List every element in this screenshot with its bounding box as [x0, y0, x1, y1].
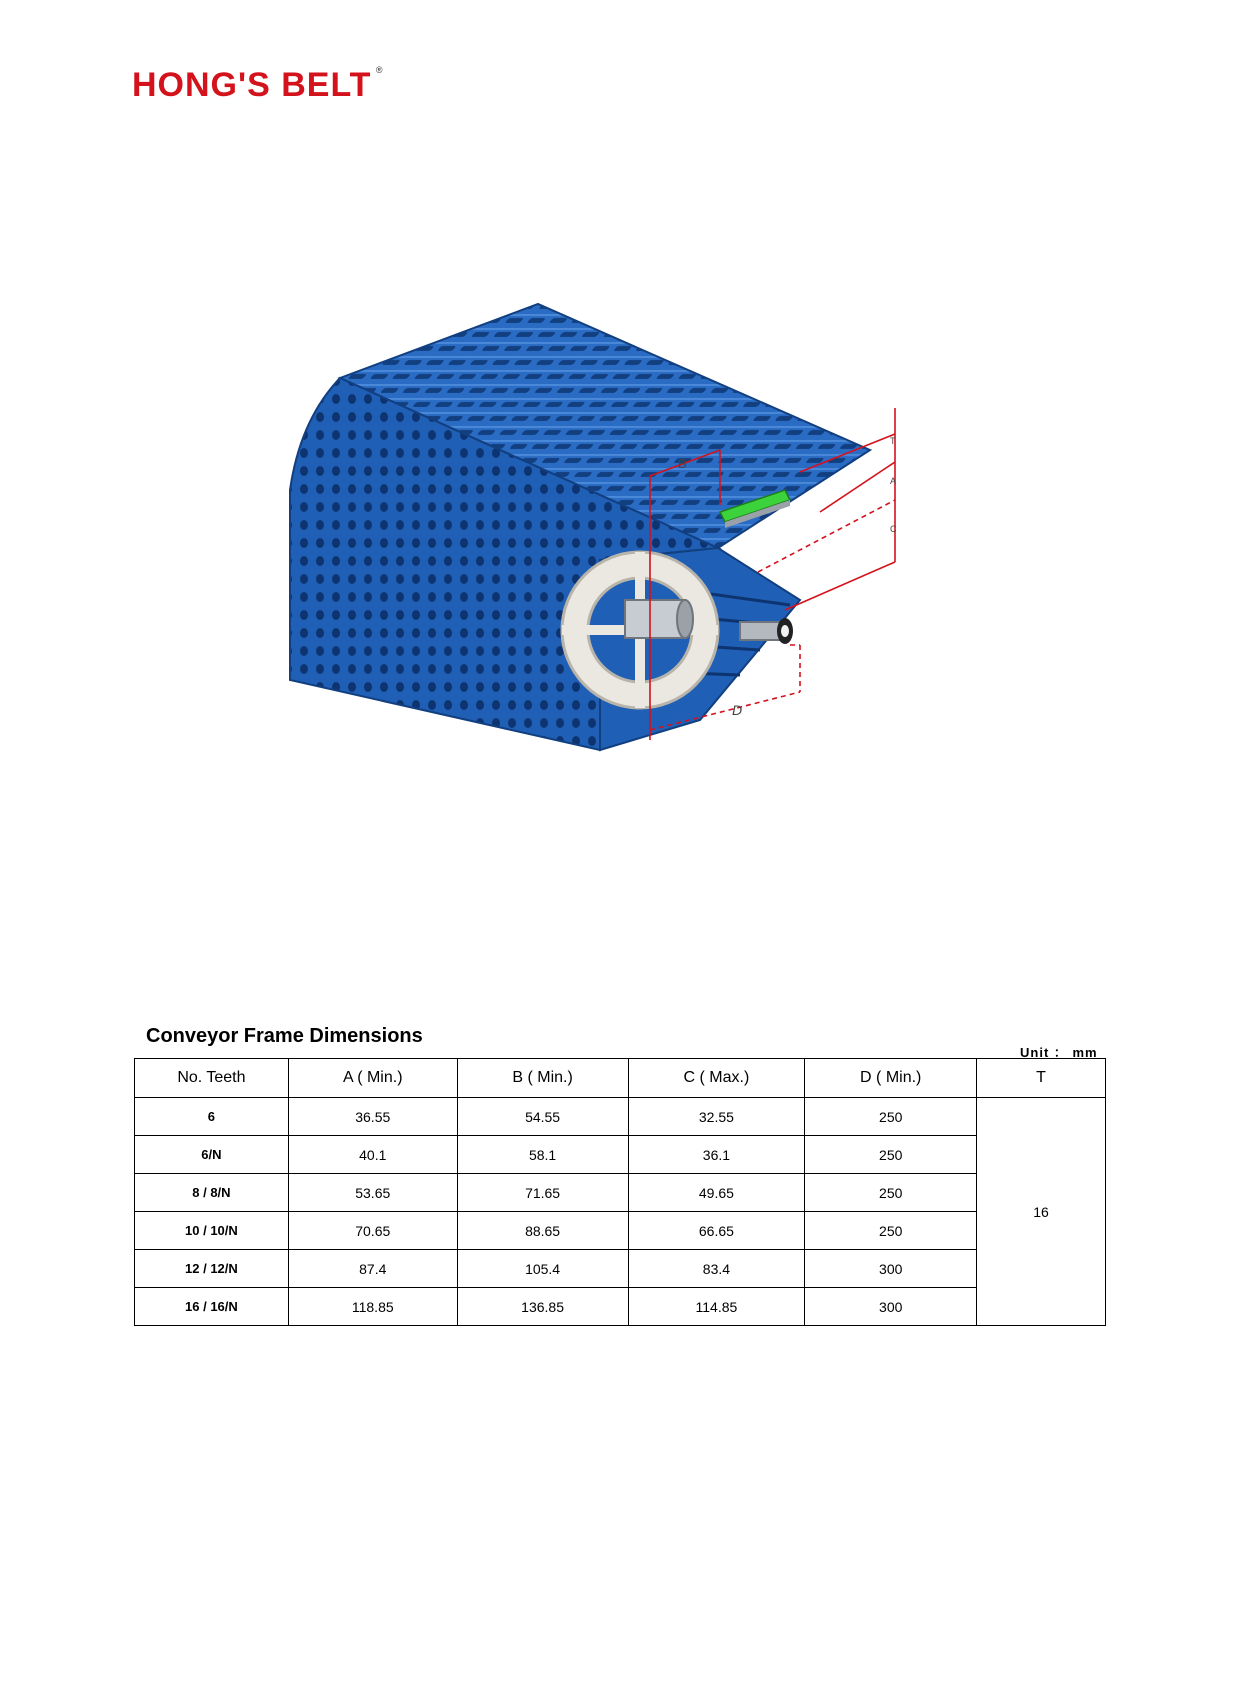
unit-label: Unit ： mm	[1020, 1045, 1098, 1060]
table-row	[135, 1098, 1106, 1136]
section-title: Conveyor Frame Dimensions	[146, 1025, 423, 1047]
cell-c: 114.85	[628, 1288, 805, 1326]
cell-d: 300	[805, 1288, 977, 1326]
dimension-label-c: C	[890, 524, 897, 534]
cell-c: 66.65	[628, 1212, 805, 1250]
cell-b: 58.1	[457, 1136, 628, 1174]
cell-t: 16	[977, 1098, 1106, 1326]
cell-d: 250	[805, 1136, 977, 1174]
cell-teeth: 6/N	[135, 1136, 289, 1174]
cell-teeth: 6	[135, 1098, 289, 1136]
table-row	[135, 1136, 1106, 1174]
cell-teeth: 16 / 16/N	[135, 1288, 289, 1326]
cell-b: 71.65	[457, 1174, 628, 1212]
cell-a: 87.4	[288, 1250, 457, 1288]
cell-c: 83.4	[628, 1250, 805, 1288]
dimension-label-b: B	[678, 456, 687, 471]
header-b-min: B ( Min.)	[457, 1059, 628, 1098]
table-row	[135, 1288, 1106, 1326]
header-d-min: D ( Min.)	[805, 1059, 977, 1098]
dimension-label-d: D	[732, 702, 743, 718]
table-row	[135, 1212, 1106, 1250]
table-header-row	[135, 1059, 1106, 1098]
cell-d: 300	[805, 1250, 977, 1288]
cell-c: 36.1	[628, 1136, 805, 1174]
cell-d: 250	[805, 1212, 977, 1250]
cell-a: 70.65	[288, 1212, 457, 1250]
header-no-teeth: No. Teeth	[135, 1059, 289, 1098]
registered-mark: ®	[375, 65, 384, 75]
cell-d: 250	[805, 1098, 977, 1136]
header-t: T	[977, 1059, 1106, 1098]
cell-a: 36.55	[288, 1098, 457, 1136]
cell-b: 136.85	[457, 1288, 628, 1326]
cell-b: 88.65	[457, 1212, 628, 1250]
cell-teeth: 10 / 10/N	[135, 1212, 289, 1250]
cell-c: 49.65	[628, 1174, 805, 1212]
cell-d: 250	[805, 1174, 977, 1212]
brand-logo	[132, 65, 384, 104]
cell-a: 53.65	[288, 1174, 457, 1212]
header-a-min: A ( Min.)	[288, 1059, 457, 1098]
header-c-max: C ( Max.)	[628, 1059, 805, 1098]
table-row	[135, 1250, 1106, 1288]
conveyor-belt-illustration	[280, 300, 1000, 810]
cell-b: 105.4	[457, 1250, 628, 1288]
cell-teeth: 12 / 12/N	[135, 1250, 289, 1288]
cell-a: 118.85	[288, 1288, 457, 1326]
cell-teeth: 8 / 8/N	[135, 1174, 289, 1212]
brand-name: HONG'S BELT	[132, 66, 372, 104]
conveyor-frame-dimensions-table	[134, 1058, 1106, 1326]
cell-c: 32.55	[628, 1098, 805, 1136]
cell-b: 54.55	[457, 1098, 628, 1136]
cell-a: 40.1	[288, 1136, 457, 1174]
dimension-label-a: A	[890, 476, 897, 486]
dimension-label-t: T	[890, 436, 896, 446]
table-row	[135, 1174, 1106, 1212]
